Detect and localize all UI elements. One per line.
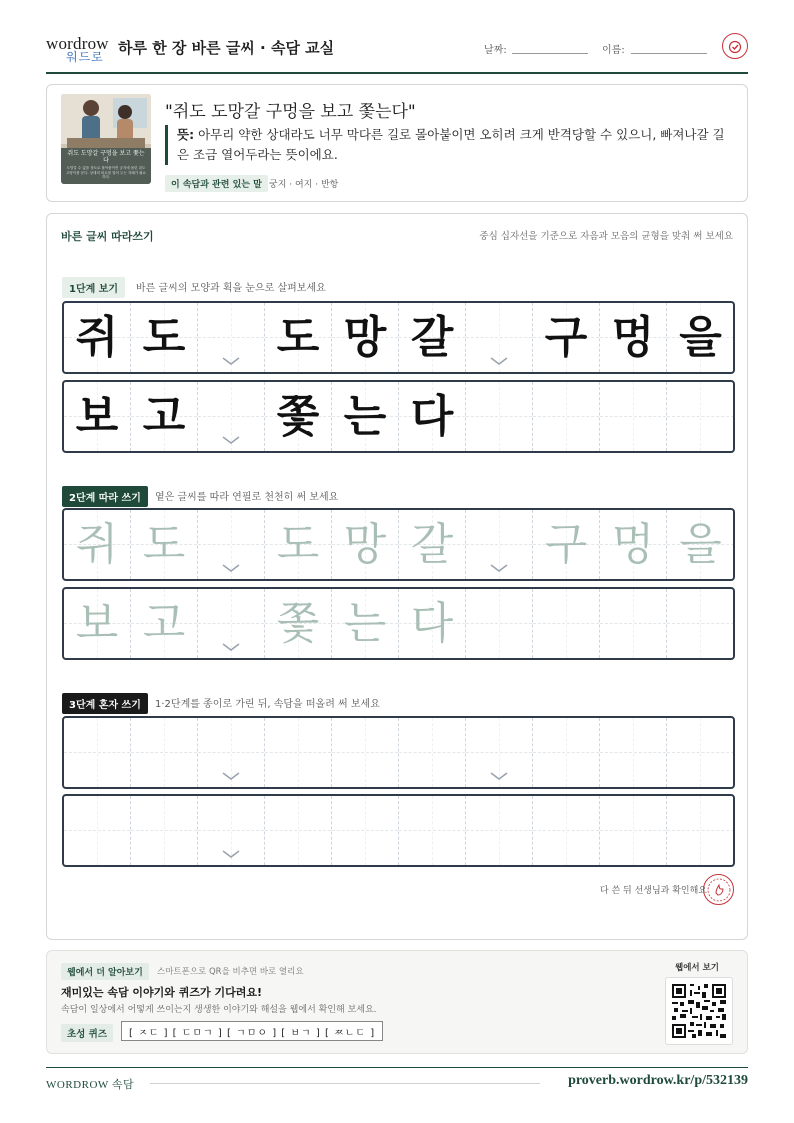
writing-cell[interactable]: [533, 589, 600, 658]
writing-cell[interactable]: [198, 589, 265, 658]
syllable: 갈: [410, 518, 454, 570]
space-mark-icon: [489, 771, 509, 781]
writing-cell[interactable]: [466, 510, 533, 579]
web-info-box: [46, 950, 748, 1054]
syllable: 도: [142, 518, 186, 570]
proverb-card: [46, 84, 748, 202]
writing-cell[interactable]: [64, 589, 131, 658]
syllable: 쥐: [75, 518, 119, 570]
view-row-2: [62, 380, 735, 453]
writing-cell: [667, 303, 734, 372]
writing-cell[interactable]: [265, 589, 332, 658]
writing-cell: [131, 382, 198, 451]
writing-cell[interactable]: [198, 718, 265, 787]
syllable: 고: [142, 597, 186, 649]
writing-cell[interactable]: [332, 796, 399, 865]
sign-note: 다 쓴 뒤 선생님과 확인해요: [599, 886, 707, 896]
writing-cell[interactable]: [600, 796, 667, 865]
trace-row-1[interactable]: [62, 508, 735, 581]
wordrow-logo: wordrow 워드로: [46, 34, 109, 64]
writing-cell[interactable]: [667, 589, 734, 658]
view-row-1: [62, 301, 735, 374]
writing-cell: [533, 303, 600, 372]
check-seal-icon: [722, 33, 748, 59]
page-title: 하루 한 장 바른 글씨 · 속담 교실: [118, 39, 335, 57]
name-label: 이름:: [602, 45, 625, 56]
writing-cell: [466, 303, 533, 372]
writing-cell[interactable]: [332, 718, 399, 787]
writing-cell: [332, 303, 399, 372]
web-tag: 웹에서 더 알아보기: [61, 963, 149, 980]
web-description: 속담이 일상에서 어떻게 쓰이는지 생생한 이야기와 해설을 웹에서 확인해 보세요.: [61, 1005, 377, 1015]
practice-description: 중심 십자선을 기준으로 자음과 모음의 균형을 맞춰 써 보세요: [479, 231, 733, 242]
trace-row-2[interactable]: [62, 587, 735, 660]
thumb-caption: 쥐도 도망갈 구멍을 보고 쫓는다: [67, 150, 145, 164]
syllable: 멍: [611, 518, 655, 570]
writing-cell[interactable]: [265, 718, 332, 787]
writing-cell[interactable]: [64, 510, 131, 579]
syllable: 는: [343, 597, 387, 649]
writing-cell: [64, 382, 131, 451]
step2-label: 2단계 따라 쓰기: [62, 486, 148, 507]
related-words: 궁지 · 여지 · 반항: [269, 180, 339, 190]
writing-cell[interactable]: [64, 796, 131, 865]
writing-cell[interactable]: [466, 589, 533, 658]
space-mark-icon: [221, 435, 241, 445]
footer-rule: [46, 1067, 748, 1068]
syllable: 보: [75, 390, 119, 442]
qr-note: 스마트폰으로 QR을 비추면 바로 열리요: [157, 967, 304, 977]
writing-cell[interactable]: [64, 718, 131, 787]
writing-cell[interactable]: [600, 589, 667, 658]
writing-cell[interactable]: [399, 510, 466, 579]
syllable: 도: [142, 311, 186, 363]
syllable: 쥐: [75, 311, 119, 363]
step1-label: 1단계 보기: [62, 277, 125, 298]
writing-cell: [600, 382, 667, 451]
syllable: 는: [343, 390, 387, 442]
writing-cell[interactable]: [600, 510, 667, 579]
writing-cell: [265, 303, 332, 372]
writing-cell[interactable]: [399, 796, 466, 865]
writing-cell[interactable]: [131, 589, 198, 658]
step2-desc: 옅은 글씨를 따라 연필로 천천히 써 보세요: [155, 492, 339, 503]
page-header: [46, 30, 748, 74]
write-row-1[interactable]: [62, 716, 735, 789]
syllable: 갈: [410, 311, 454, 363]
step3-desc: 1·2단계를 종이로 가린 뒤, 속담을 떠올려 써 보세요: [155, 699, 380, 710]
writing-cell: [466, 382, 533, 451]
good-job-seal-icon: [703, 874, 734, 905]
proverb-title: "쥐도 도망갈 구멍을 보고 쫓는다": [165, 102, 416, 122]
writing-cell[interactable]: [466, 718, 533, 787]
syllable: 구: [544, 518, 588, 570]
writing-cell: [399, 382, 466, 451]
meaning-label: 뜻:: [177, 127, 195, 142]
writing-cell: [265, 382, 332, 451]
syllable: 망: [343, 518, 387, 570]
date-label: 날짜:: [484, 45, 507, 56]
writing-cell: [600, 303, 667, 372]
chosung-quiz: [ ㅈㄷ ] [ ㄷㅁㄱ ] [ ㄱㅁㅇ ] [ ㅂㄱ ] [ ㅉㄴㄷ ]: [121, 1021, 383, 1041]
qr-code-icon[interactable]: [665, 977, 733, 1045]
space-mark-icon: [489, 563, 509, 573]
syllable: 도: [276, 518, 320, 570]
writing-cell[interactable]: [198, 796, 265, 865]
writing-cell: [667, 382, 734, 451]
space-mark-icon: [221, 356, 241, 366]
writing-cell[interactable]: [399, 589, 466, 658]
space-mark-icon: [221, 642, 241, 652]
syllable: 을: [679, 518, 722, 570]
date-field[interactable]: [512, 53, 588, 54]
footer-url[interactable]: proverb.wordrow.kr/p/532139: [568, 1073, 748, 1088]
syllable: 멍: [611, 311, 655, 363]
writing-cell[interactable]: [131, 510, 198, 579]
syllable: 보: [75, 597, 119, 649]
writing-cell[interactable]: [198, 510, 265, 579]
related-label: 이 속담과 관련 있는 말: [165, 175, 268, 192]
name-field[interactable]: [631, 53, 707, 54]
writing-cell[interactable]: [466, 796, 533, 865]
writing-cell: [131, 303, 198, 372]
writing-cell[interactable]: [399, 718, 466, 787]
writing-cell: [332, 382, 399, 451]
writing-cell[interactable]: [265, 796, 332, 865]
writing-cell[interactable]: [667, 718, 734, 787]
proverb-illustration: [61, 94, 151, 184]
writing-cell[interactable]: [600, 718, 667, 787]
syllable: 을: [679, 311, 722, 363]
proverb-meaning: [165, 125, 725, 165]
space-mark-icon: [221, 563, 241, 573]
writing-cell[interactable]: [131, 718, 198, 787]
writing-cell: [198, 382, 265, 451]
footer-divider: [150, 1083, 540, 1084]
practice-panel: [46, 213, 748, 940]
meaning-text: 아무리 약한 상대라도 너무 막다른 길로 몰아붙이면 오히려 크게 반격당할 수 있으니, 빠져나갈 길은 조금 열어두라는 뜻이에요.: [177, 127, 725, 162]
write-row-2[interactable]: [62, 794, 735, 867]
writing-cell[interactable]: [332, 510, 399, 579]
web-view-label: 웹에서 보기: [674, 963, 719, 973]
syllable: 다: [410, 390, 454, 442]
writing-cell[interactable]: [332, 589, 399, 658]
writing-cell[interactable]: [533, 718, 600, 787]
writing-cell[interactable]: [667, 796, 734, 865]
syllable: 쫓: [276, 597, 320, 649]
writing-cell[interactable]: [667, 510, 734, 579]
syllable: 고: [142, 390, 186, 442]
writing-cell: [533, 382, 600, 451]
practice-title: 바른 글씨 따라쓰기: [61, 230, 154, 243]
writing-cell[interactable]: [131, 796, 198, 865]
writing-cell[interactable]: [265, 510, 332, 579]
step1-desc: 바른 글씨의 모양과 획을 눈으로 살펴보세요: [136, 283, 326, 294]
space-mark-icon: [221, 771, 241, 781]
thumb-small-text: 도망갈 수 없을 정도로 몰아붙이면 궁지에 몰린 쥐도 고양이를 문다. 상대의 퇴로를 열어 두는 지혜가 필요하다.: [66, 166, 146, 179]
writing-cell: [198, 303, 265, 372]
space-mark-icon: [221, 849, 241, 859]
quiz-label: 초성 퀴즈: [61, 1024, 113, 1042]
syllable: 다: [410, 597, 454, 649]
syllable: 도: [276, 311, 320, 363]
logo-subtext: 워드로: [66, 50, 104, 64]
footer-brand: WORDROW 속담: [46, 1079, 135, 1091]
web-headline: 재미있는 속담 이야기와 퀴즈가 기다려요!: [61, 986, 262, 999]
writing-cell: [64, 303, 131, 372]
syllable: 망: [343, 311, 387, 363]
writing-cell[interactable]: [533, 510, 600, 579]
space-mark-icon: [489, 356, 509, 366]
step3-label: 3단계 혼자 쓰기: [62, 693, 148, 714]
writing-cell: [399, 303, 466, 372]
writing-cell[interactable]: [533, 796, 600, 865]
syllable: 쫓: [276, 390, 320, 442]
syllable: 구: [544, 311, 588, 363]
